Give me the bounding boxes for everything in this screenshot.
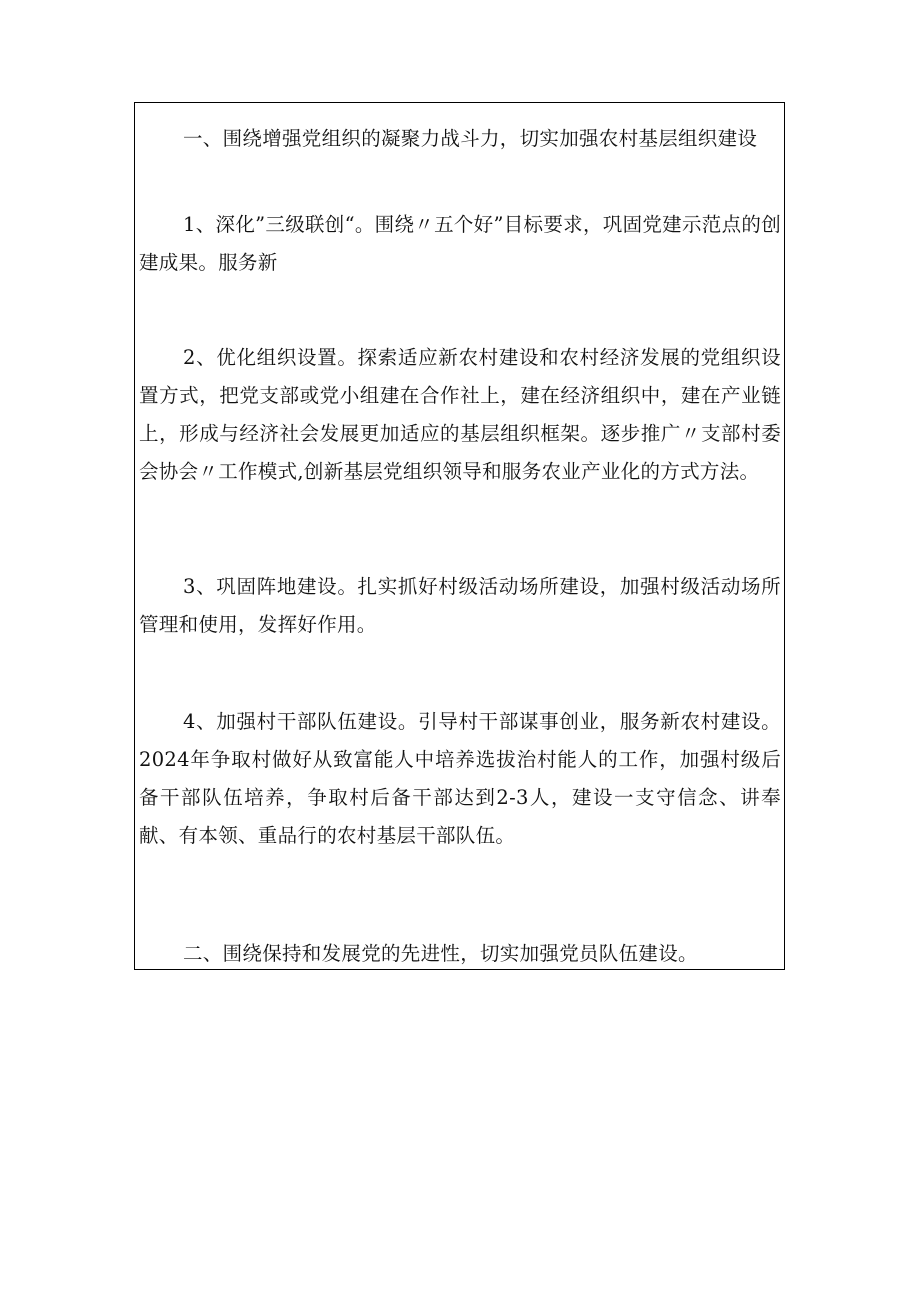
paragraph-item-4: 4、加强村干部队伍建设。引导村干部谋事创业，服务新农村建设。2024年争取村做好从致富能人中培养选拔治村能人的工作，加强村级后备干部队伍培养，争取村后备干部达到2-3人，建设一支守信念、讲奉献、有本领、重品行的农村基层干部队伍。 bbox=[139, 710, 781, 847]
paragraph-item-1: 1、深化”三级联创“。围绕〃五个好”目标要求，巩固党建示范点的创建成果。服务新 bbox=[139, 213, 781, 274]
paragraph-item-2: 2、优化组织设置。探索适应新农村建设和农村经济发展的党组织设置方式，把党支部或党小组建在合作社上，建在经济组织中，建在产业链上，形成与经济社会发展更加适应的基层组织框架。逐步推广〃支部村委会协会〃工作模式,创新基层党组织领导和服务农业产业化的方式方法。 bbox=[139, 346, 781, 483]
section-heading-1: 一、围绕增强党组织的凝聚力战斗力，切实加强农村基层组织建设 bbox=[183, 127, 758, 150]
section-heading-2: 二、围绕保持和发展党的先进性，切实加强党员队伍建设。 bbox=[183, 942, 698, 965]
paragraph-item-3: 3、巩固阵地建设。扎实抓好村级活动场所建设，加强村级活动场所管理和使用，发挥好作用。 bbox=[139, 575, 781, 636]
document-text-box bbox=[134, 102, 785, 970]
